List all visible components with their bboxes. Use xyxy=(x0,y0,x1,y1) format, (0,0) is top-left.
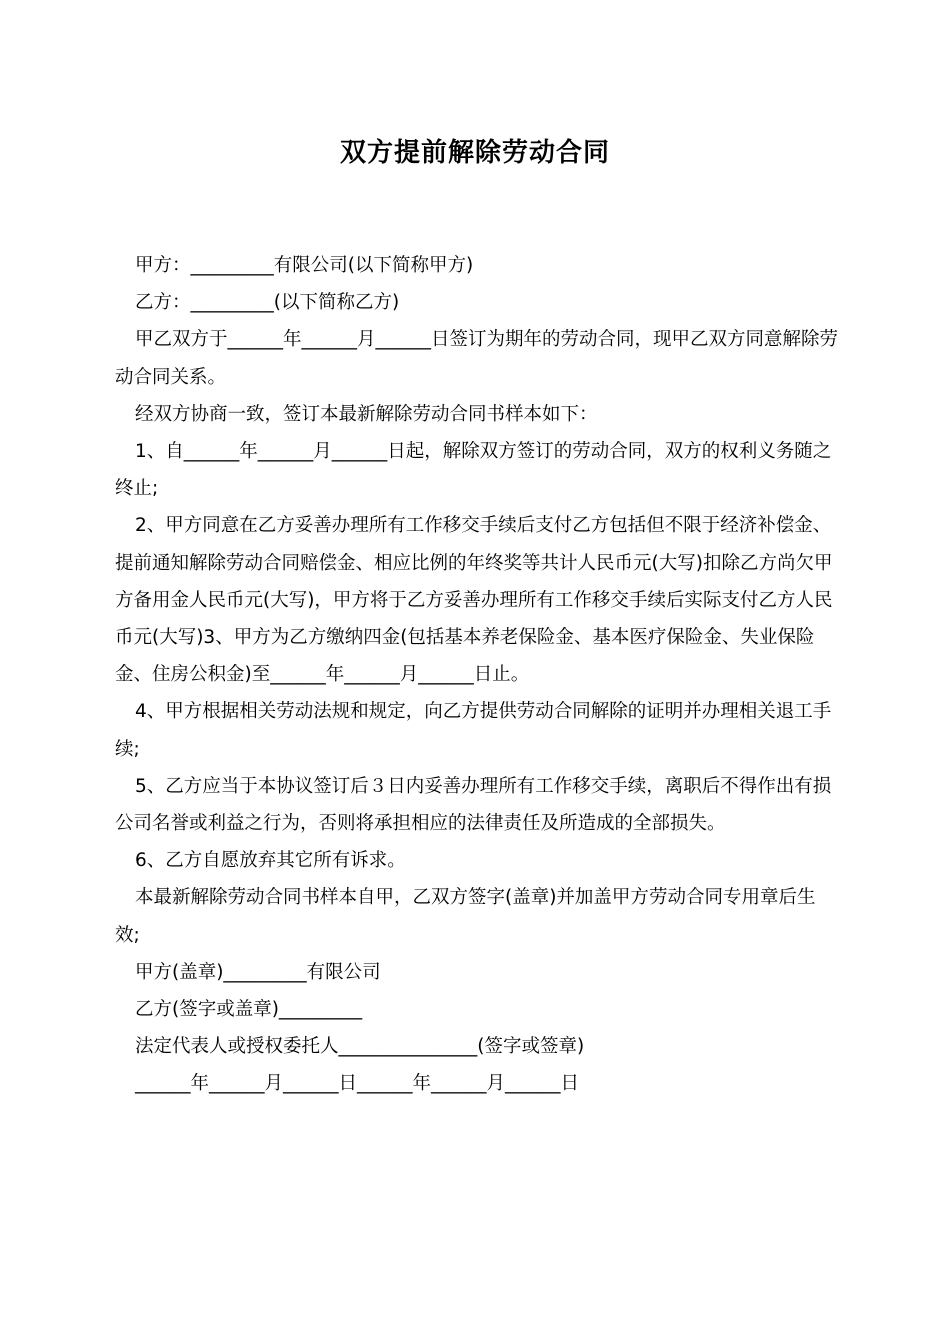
clause-1: 1、自______年______月______日起，解除双方签订的劳动合同，双方的权利义务随之终止; xyxy=(115,441,832,500)
contract-date-paragraph: 甲乙双方于______年______月______日签订为期年的劳动合同，现甲乙双方同意解除劳动合同关系。 xyxy=(115,329,839,388)
signing-dates-line: ______年______月______日______年______月______日 xyxy=(135,1073,580,1095)
clause-2: 2、甲方同意在乙方妥善办理所有工作移交手续后支付乙方包括但不限于经济补偿金、提前通知解除劳动合同赔偿金、相应比例的年终奖等共计人民币元(大写)扣除乙方尚欠甲方备用金人民币元(大写)，甲方将于乙方妥善办理所有工作移交手续后实际支付乙方人民币元(大写)3、甲方为乙方缴纳四金(包括基本养老保险金、基本医疗保险金、失业保险金、住房公积金)至______年______月______日止。 xyxy=(115,515,833,686)
party-b-line: 乙方：_________(以下简称乙方) xyxy=(135,292,400,314)
effectiveness-paragraph: 本最新解除劳动合同书样本自甲，乙双方签字(盖章)并加盖甲方劳动合同专用章后生效; xyxy=(115,887,816,946)
document-title: 双方提前解除劳动合同 xyxy=(339,138,610,168)
clause-5: 5、乙方应当于本协议签订后３日内妥善办理所有工作移交手续，离职后不得作出有损公司名誉或利益之行为，否则将承担相应的法律责任及所造成的全部损失。 xyxy=(115,775,832,835)
legal-representative-line: 法定代表人或授权委托人_______________(签字或签章) xyxy=(135,1036,585,1058)
party-a-seal-line: 甲方(盖章)_________有限公司 xyxy=(135,961,381,983)
agreement-intro-paragraph: 经双方协商一致，签订本最新解除劳动合同书样本如下： xyxy=(135,403,598,425)
party-b-signature-line: 乙方(签字或盖章)_________ xyxy=(135,999,363,1021)
clause-4: 4、甲方根据相关劳动法规和规定，向乙方提供劳动合同解除的证明并办理相关退工手续; xyxy=(115,701,832,760)
clause-6: 6、乙方自愿放弃其它所有诉求。 xyxy=(135,850,406,872)
party-a-line: 甲方：_________有限公司(以下简称甲方) xyxy=(135,255,474,276)
document-body xyxy=(115,247,840,1103)
